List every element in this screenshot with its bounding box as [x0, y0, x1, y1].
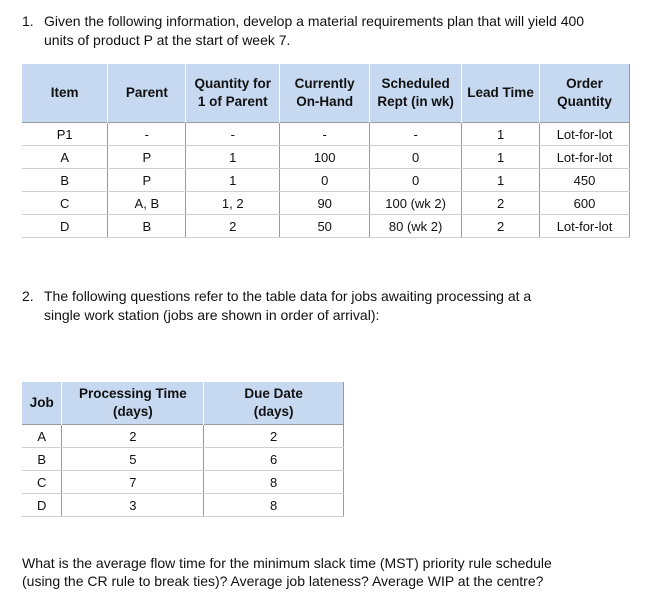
- header-job: Job: [22, 382, 62, 425]
- cell-order-quantity: Lot-for-lot: [540, 146, 630, 169]
- cell-order-quantity: Lot-for-lot: [540, 123, 630, 146]
- cell-on-hand: -: [280, 123, 370, 146]
- question-2-line-2: single work station (jobs are shown in order of arrival):: [44, 307, 380, 323]
- jobs-table: [22, 382, 344, 517]
- cell-on-hand: 50: [280, 215, 370, 238]
- cell-parent: P: [108, 169, 186, 192]
- cell-processing-time: 7: [62, 471, 204, 494]
- cell-scheduled: 0: [370, 146, 462, 169]
- cell-quantity: 1, 2: [186, 192, 280, 215]
- cell-parent: A, B: [108, 192, 186, 215]
- cell-order-quantity: Lot-for-lot: [540, 215, 630, 238]
- cell-quantity: 2: [186, 215, 280, 238]
- cell-order-quantity: 450: [540, 169, 630, 192]
- table-row: [22, 215, 630, 238]
- cell-processing-time: 3: [62, 494, 204, 517]
- cell-quantity: 1: [186, 169, 280, 192]
- cell-order-quantity: 600: [540, 192, 630, 215]
- header-scheduled: Scheduled Rept (in wk): [370, 64, 462, 123]
- question-3: [22, 554, 632, 590]
- cell-due-date: 2: [204, 425, 344, 448]
- table-row: [22, 448, 344, 471]
- cell-quantity: 1: [186, 146, 280, 169]
- header-lead-time: Lead Time: [462, 64, 540, 123]
- table-row: [22, 192, 630, 215]
- mrp-header-row: [22, 64, 630, 123]
- cell-job: B: [22, 448, 62, 471]
- question-3-line-2: (using the CR rule to break ties)? Average job lateness? Average WIP at the centre?: [22, 573, 544, 589]
- cell-item: B: [22, 169, 108, 192]
- cell-job: C: [22, 471, 62, 494]
- cell-lead-time: 2: [462, 215, 540, 238]
- jobs-header-row: [22, 382, 344, 425]
- question-1-line-2: units of product P at the start of week 7.: [44, 32, 291, 48]
- cell-on-hand: 0: [280, 169, 370, 192]
- cell-job: D: [22, 494, 62, 517]
- cell-lead-time: 1: [462, 123, 540, 146]
- cell-scheduled: 100 (wk 2): [370, 192, 462, 215]
- question-3-line-1: What is the average flow time for the minimum slack time (MST) priority rule schedule: [22, 555, 552, 571]
- cell-lead-time: 1: [462, 169, 540, 192]
- header-on-hand: Currently On-Hand: [280, 64, 370, 123]
- cell-scheduled: -: [370, 123, 462, 146]
- cell-quantity: -: [186, 123, 280, 146]
- table-row: [22, 494, 344, 517]
- cell-due-date: 8: [204, 494, 344, 517]
- cell-scheduled: 80 (wk 2): [370, 215, 462, 238]
- cell-scheduled: 0: [370, 169, 462, 192]
- question-2-line-1: The following questions refer to the table data for jobs awaiting processing at a: [44, 288, 532, 304]
- header-processing-time: Processing Time (days): [62, 382, 204, 425]
- header-item: Item: [22, 64, 108, 123]
- cell-item: A: [22, 146, 108, 169]
- cell-item: C: [22, 192, 108, 215]
- cell-due-date: 6: [204, 448, 344, 471]
- table-row: [22, 146, 630, 169]
- cell-parent: P: [108, 146, 186, 169]
- cell-processing-time: 2: [62, 425, 204, 448]
- cell-item: P1: [22, 123, 108, 146]
- header-due-date: Due Date (days): [204, 382, 344, 425]
- cell-on-hand: 100: [280, 146, 370, 169]
- header-parent: Parent: [108, 64, 186, 123]
- cell-parent: -: [108, 123, 186, 146]
- cell-on-hand: 90: [280, 192, 370, 215]
- question-1-line-1: Given the following information, develop a material requirements plan that will yield 400: [44, 13, 585, 29]
- cell-job: A: [22, 425, 62, 448]
- table-row: [22, 425, 344, 448]
- header-quantity: Quantity for 1 of Parent: [186, 64, 280, 123]
- question-2-number: 2.: [22, 288, 34, 304]
- cell-parent: B: [108, 215, 186, 238]
- table-row: [22, 169, 630, 192]
- table-row: [22, 471, 344, 494]
- question-1-number: 1.: [22, 13, 34, 29]
- cell-item: D: [22, 215, 108, 238]
- header-order-quantity: Order Quantity: [540, 64, 630, 123]
- cell-due-date: 8: [204, 471, 344, 494]
- cell-lead-time: 1: [462, 146, 540, 169]
- table-row: [22, 123, 630, 146]
- cell-processing-time: 5: [62, 448, 204, 471]
- mrp-table: [22, 64, 630, 238]
- cell-lead-time: 2: [462, 192, 540, 215]
